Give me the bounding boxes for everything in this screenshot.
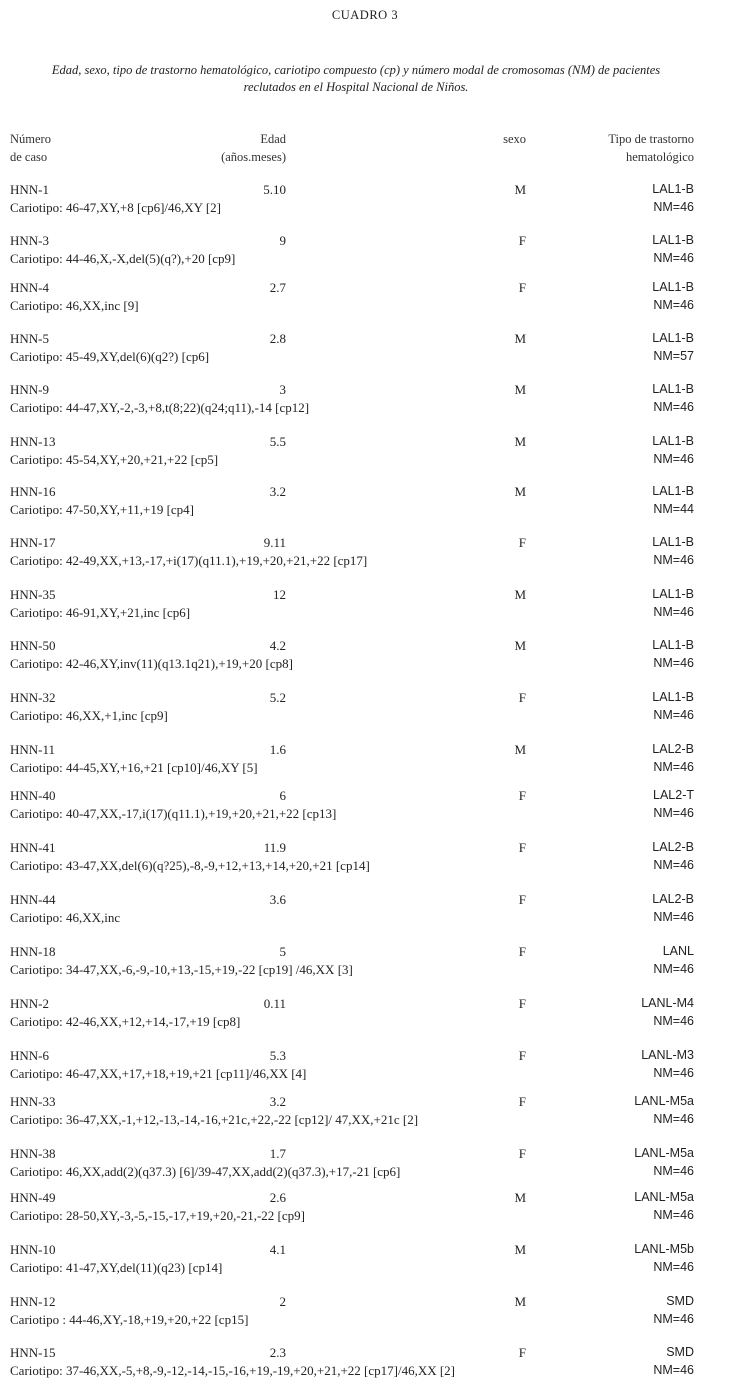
disorder-type: LAL1-B [652,331,694,345]
modal-number: NM=46 [653,708,694,722]
karyotype: Cariotipo: 46,XX,+1,inc [cp9] [10,708,168,723]
disorder-type: LAL1-B [652,280,694,294]
modal-number: NM=57 [653,349,694,363]
disorder-type: LAL1-B [652,182,694,196]
karyotype: Cariotipo: 41-47,XY,del(11)(q23) [cp14] [10,1260,223,1275]
table-row [0,638,730,678]
patient-age: 5.2 [269,690,286,705]
table-row [0,742,730,782]
case-number: HNN-35 [10,587,56,602]
modal-number: NM=46 [653,1164,694,1178]
karyotype: Cariotipo: 42-46,XX,+12,+14,-17,+19 [cp8] [10,1014,241,1029]
table-row [0,484,730,524]
patient-age: 3.6 [269,892,286,907]
patient-sex: F [518,1094,526,1109]
table-row [0,382,730,422]
table-row [0,788,730,828]
patient-age: 9 [279,233,286,248]
patient-sex: M [514,484,526,499]
modal-number: NM=46 [653,1363,694,1377]
disorder-type: LANL-M4 [641,996,694,1010]
header-age-line-2: (años.meses) [221,150,286,164]
modal-number: NM=46 [653,200,694,214]
karyotype: Cariotipo: 44-47,XY,-2,-3,+8,t(8;22)(q24;q11),-14 [cp12] [10,400,310,415]
karyotype: Cariotipo: 44-46,X,-X,del(5)(q?),+20 [cp9] [10,251,236,266]
patient-sex: M [514,434,526,449]
disorder-type: LANL-M5a [634,1190,694,1204]
disorder-type: LAL1-B [652,382,694,396]
modal-number: NM=46 [653,1312,694,1326]
patient-sex: F [518,1146,526,1161]
header-case-number [10,130,51,166]
disorder-type: LANL-M5a [634,1146,694,1160]
disorder-type: LAL1-B [652,434,694,448]
table-row [0,1190,730,1230]
case-number: HNN-10 [10,1242,56,1257]
disorder-type: LAL1-B [652,484,694,498]
header-type-line-2: hematológico [625,150,694,164]
disorder-type: LANL-M3 [641,1048,694,1062]
table-row [0,535,730,575]
table-row [0,840,730,880]
karyotype: Cariotipo: 37-46,XX,-5,+8,-9,-12,-14,-15,-16,+19,-19,+20,+21,+22 [cp17]/46,XX [2] [10,1363,456,1378]
karyotype: Cariotipo: 43-47,XX,del(6)(q?25),-8,-9,+12,+13,+14,+20,+21 [cp14] [10,858,370,873]
modal-number: NM=46 [653,452,694,466]
karyotype: Cariotipo: 47-50,XY,+11,+19 [cp4] [10,502,195,517]
table-row [0,182,730,222]
disorder-type: SMD [666,1345,694,1359]
header-age-line-1: Edad [260,132,286,146]
patient-sex: F [518,996,526,1011]
patient-sex: M [514,1242,526,1257]
modal-number: NM=46 [653,553,694,567]
case-number: HNN-49 [10,1190,56,1205]
karyotype: Cariotipo: 46,XX,add(2)(q37.3) [6]/39-47,XX,add(2)(q37.3),+17,-21 [cp6] [10,1164,401,1179]
disorder-type: LAL1-B [652,233,694,247]
disorder-type: LAL2-T [653,788,694,802]
case-number: HNN-11 [10,742,56,757]
modal-number: NM=46 [653,656,694,670]
table-row [0,996,730,1036]
header-type-line-1: Tipo de trastorno [608,132,694,146]
karyotype: Cariotipo: 46-91,XY,+21,inc [cp6] [10,605,191,620]
header-sex-label: sexo [503,132,526,146]
karyotype: Cariotipo: 42-49,XX,+13,-17,+i(17)(q11.1),+19,+20,+21,+22 [cp17] [10,553,368,568]
table-row [0,1294,730,1334]
patient-age: 5.5 [269,434,286,449]
caption-line-2: reclutados en el Hospital Nacional de Niños. [243,80,469,94]
disorder-type: SMD [666,1294,694,1308]
patient-age: 5 [279,944,286,959]
patient-sex: F [518,690,526,705]
table-row [0,1345,730,1385]
case-number: HNN-1 [10,182,49,197]
patient-age: 3.2 [269,484,286,499]
modal-number: NM=46 [653,400,694,414]
caption-line-1: Edad, sexo, tipo de trastorno hematológico, cariotipo compuesto (cp) y número modal de cromosomas (NM) de pacientes [51,63,661,77]
disorder-type: LAL1-B [652,638,694,652]
patient-sex: F [518,840,526,855]
table-row [0,944,730,984]
modal-number: NM=46 [653,251,694,265]
case-number: HNN-17 [10,535,56,550]
karyotype: Cariotipo: 34-47,XX,-6,-9,-10,+13,-15,+19,-22 [cp19] /46,XX [3] [10,962,353,977]
modal-number: NM=44 [653,502,694,516]
modal-number: NM=46 [653,858,694,872]
modal-number: NM=46 [653,1066,694,1080]
patient-age: 4.1 [269,1242,286,1257]
patient-age: 12 [273,587,286,602]
table-row [0,1048,730,1088]
case-number: HNN-38 [10,1146,56,1161]
disorder-type: LAL1-B [652,535,694,549]
patient-sex: F [518,1048,526,1063]
case-number: HNN-41 [10,840,56,855]
patient-sex: M [514,1190,526,1205]
header-sex [470,130,526,148]
disorder-type: LANL-M5a [634,1094,694,1108]
table-row [0,434,730,474]
disorder-type: LANL [662,944,694,958]
modal-number: NM=46 [653,962,694,976]
karyotype: Cariotipo: 36-47,XX,-1,+12,-13,-14,-16,+21c,+22,-22 [cp12]/ 47,XX,+21c [2] [10,1112,419,1127]
patient-age: 2.8 [269,331,286,346]
karyotype: Cariotipo: 46,XX,inc [10,910,121,925]
disorder-type: LAL1-B [652,690,694,704]
modal-number: NM=46 [653,1260,694,1274]
table-row [0,587,730,627]
patient-sex: M [514,331,526,346]
karyotype: Cariotipo : 44-46,XY,-18,+19,+20,+22 [cp15] [10,1312,249,1327]
case-number: HNN-50 [10,638,56,653]
patient-age: 9.11 [263,535,286,550]
patient-sex: F [518,944,526,959]
karyotype: Cariotipo: 46-47,XY,+8 [cp6]/46,XY [2] [10,200,221,215]
patient-age: 5.10 [263,182,286,197]
case-number: HNN-15 [10,1345,56,1360]
case-number: HNN-6 [10,1048,49,1063]
patient-age: 1.6 [269,742,286,757]
patient-age: 3.2 [269,1094,286,1109]
karyotype: Cariotipo: 40-47,XX,-17,i(17)(q11.1),+19,+20,+21,+22 [cp13] [10,806,337,821]
header-case-line-2: de caso [10,150,48,164]
patient-sex: M [514,1294,526,1309]
case-number: HNN-5 [10,331,49,346]
patient-sex: M [514,382,526,397]
patient-age: 1.7 [269,1146,286,1161]
modal-number: NM=46 [653,760,694,774]
case-number: HNN-18 [10,944,56,959]
patient-sex: F [518,535,526,550]
patient-sex: F [518,892,526,907]
case-number: HNN-32 [10,690,56,705]
karyotype: Cariotipo: 44-45,XY,+16,+21 [cp10]/46,XY [5] [10,760,258,775]
patient-sex: F [518,280,526,295]
modal-number: NM=46 [653,1208,694,1222]
table-row [0,1146,730,1186]
table-row [0,1242,730,1282]
disorder-type: LAL2-B [652,840,694,854]
table-row [0,892,730,932]
case-number: HNN-4 [10,280,49,295]
patient-sex: M [514,638,526,653]
table-row [0,690,730,730]
case-number: HNN-33 [10,1094,56,1109]
patient-age: 3 [279,382,286,397]
patient-age: 5.3 [269,1048,286,1063]
table-row [0,331,730,371]
patient-age: 0.11 [263,996,286,1011]
table-row [0,280,730,320]
case-number: HNN-13 [10,434,56,449]
table-row [0,1094,730,1134]
header-case-line-1: Número [10,132,51,146]
disorder-type: LAL2-B [652,742,694,756]
disorder-type: LAL1-B [652,587,694,601]
table-row [0,233,730,273]
header-age [200,130,286,166]
patient-sex: M [514,587,526,602]
karyotype: Cariotipo: 46-47,XX,+17,+18,+19,+21 [cp11]/46,XX [4] [10,1066,307,1081]
patient-age: 6 [279,788,286,803]
case-number: HNN-9 [10,382,49,397]
patient-sex: M [514,742,526,757]
modal-number: NM=46 [653,605,694,619]
patient-sex: F [518,233,526,248]
case-number: HNN-16 [10,484,56,499]
modal-number: NM=46 [653,1112,694,1126]
patient-sex: F [518,1345,526,1360]
table-title: CUADRO 3 [331,8,399,22]
disorder-type: LANL-M5b [634,1242,694,1256]
modal-number: NM=46 [653,298,694,312]
karyotype: Cariotipo: 45-49,XY,del(6)(q2?) [cp6] [10,349,210,364]
modal-number: NM=46 [653,910,694,924]
karyotype: Cariotipo: 46,XX,inc [9] [10,298,139,313]
modal-number: NM=46 [653,806,694,820]
case-number: HNN-12 [10,1294,56,1309]
case-number: HNN-3 [10,233,49,248]
disorder-type: LAL2-B [652,892,694,906]
header-disorder-type [560,130,694,166]
patient-age: 11.9 [263,840,286,855]
modal-number: NM=46 [653,1014,694,1028]
karyotype: Cariotipo: 42-46,XY,inv(11)(q13.1q21),+19,+20 [cp8] [10,656,293,671]
karyotype: Cariotipo: 45-54,XY,+20,+21,+22 [cp5] [10,452,219,467]
table-caption [10,62,702,96]
case-number: HNN-44 [10,892,56,907]
patient-age: 2.7 [269,280,286,295]
patient-age: 4.2 [269,638,286,653]
karyotype: Cariotipo: 28-50,XY,-3,-5,-15,-17,+19,+20,-21,-22 [cp9] [10,1208,305,1223]
patient-age: 2.3 [269,1345,286,1360]
case-number: HNN-40 [10,788,56,803]
patient-age: 2 [279,1294,286,1309]
patient-sex: F [518,788,526,803]
patient-age: 2.6 [269,1190,286,1205]
case-number: HNN-2 [10,996,49,1011]
patient-sex: M [514,182,526,197]
